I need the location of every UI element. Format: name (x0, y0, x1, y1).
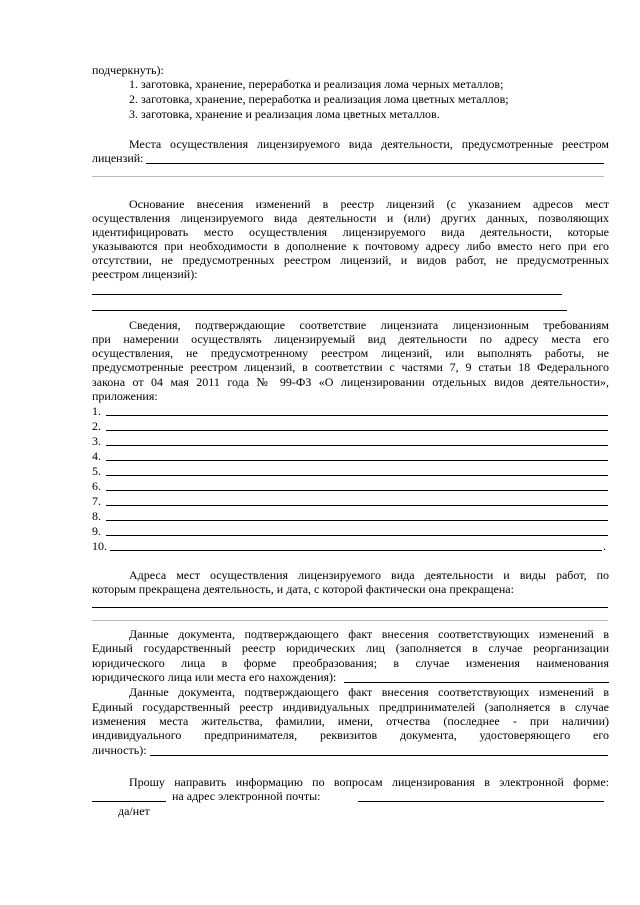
basis-text-1: Основание внесения изменений в реестр лицензий (с указанием адресов мест (129, 197, 609, 211)
activity-option-3: 3. заготовка, хранение и реализация лома цветных металлов. (129, 107, 440, 121)
attachment-input-9[interactable] (106, 535, 608, 536)
attachment-number-3: 3. (92, 434, 101, 448)
activity-option-2: 2. заготовка, хранение, переработка и реализация лома цветных металлов; (129, 92, 509, 106)
attachment-input-1[interactable] (106, 415, 608, 416)
egrul-text-4: юридического лица или места его нахождения): (92, 670, 337, 684)
egrul-text-3: юридического лица в форме преобразования; в случае изменения наименования (92, 656, 609, 670)
basis-text-4: указываются при необходимости в дополнение к почтовому адресу либо вместо него при его (92, 239, 609, 253)
attachment-number-8: 8. (92, 509, 101, 523)
basis-text-5: отсутствии, не предусмотренных реестром лицензий, и видов работ, не предусмотренных (92, 253, 609, 267)
basis-input-line-2[interactable] (92, 310, 567, 311)
evidence-text-5: закона от 04 мая 2011 года № 99-ФЗ «О лицензировании отдельных видов деятельности», (92, 375, 609, 389)
ceased-input-line-1[interactable] (92, 607, 608, 608)
request-yesno-input-line[interactable] (92, 801, 166, 802)
attachment-input-4[interactable] (106, 460, 608, 461)
request-email-input-line[interactable] (358, 801, 604, 802)
evidence-text-3: осуществления, не предусмотренному реестром лицензий, или выполнять работы, не (92, 346, 609, 360)
places-text: Места осуществления лицензируемого вида деятельности, предусмотренные реестром (129, 137, 609, 151)
attachment-number-7: 7. (92, 494, 101, 508)
basis-input-line-1[interactable] (92, 294, 562, 295)
places-input-line[interactable] (146, 163, 604, 164)
attachment-input-10[interactable] (110, 550, 602, 551)
ceased-text-2: которым прекращена деятельность, и дата, с которой фактически она прекращена: (92, 582, 514, 596)
attachment-number-4: 4. (92, 449, 101, 463)
attachment-input-3[interactable] (106, 445, 608, 446)
evidence-text-2: при намерении осуществлять лицензируемый вид деятельности по адресу места его (92, 332, 609, 346)
attachment-input-2[interactable] (106, 430, 608, 431)
activity-option-1: 1. заготовка, хранение, переработка и реализация лома черных металлов; (129, 77, 504, 91)
egrip-text-4: индивидуального предпринимателя, реквизитов документа, удостоверяющего его (92, 728, 609, 742)
places-label: лицензий: (92, 151, 144, 165)
basis-text-2: осуществления лицензируемого вида деятельности и (или) других данных, позволяющих (92, 211, 609, 225)
ceased-input-line-2[interactable] (92, 620, 608, 621)
egrul-input-line[interactable] (344, 682, 609, 683)
attachment-number-5: 5. (92, 464, 101, 478)
egrip-text-5: личность): (92, 743, 147, 757)
egrip-text-3: изменения места жительства, фамилии, имени, отчества (последнее - при наличии) (92, 714, 609, 728)
request-email-label: на адрес электронной почты: (172, 789, 321, 803)
attachment-input-7[interactable] (106, 505, 608, 506)
evidence-text-1: Сведения, подтверждающие соответствие лицензиата лицензионным требованиям (129, 318, 609, 332)
egrip-text-2: Единый государственный реестр индивидуальных предпринимателей (заполняется в случае (92, 700, 609, 714)
basis-text-6: реестром лицензий): (92, 267, 198, 281)
ceased-text-1: Адреса мест осуществления лицензируемого вида деятельности и виды работ, по (129, 568, 609, 582)
attachment-number-6: 6. (92, 479, 101, 493)
egrip-input-line[interactable] (150, 755, 608, 756)
attachment-input-5[interactable] (106, 475, 608, 476)
attachment-input-8[interactable] (106, 520, 608, 521)
egrul-text-1: Данные документа, подтверждающего факт внесения соответствующих изменений в (129, 627, 609, 641)
request-yesno-hint: да/нет (118, 804, 150, 818)
evidence-text-4: предусмотренные реестром лицензий, в соответствии с частями 7, 9 статьи 18 Федерального (92, 360, 609, 374)
attachment-number-2: 2. (92, 419, 101, 433)
attachment-input-6[interactable] (106, 490, 608, 491)
intro-line: подчеркнуть): (92, 63, 164, 77)
evidence-text-6: приложения: (92, 389, 158, 403)
basis-text-3: идентифицировать место осуществления лицензируемого вида деятельности, которые (92, 225, 609, 239)
attachment-number-10: 10. (92, 539, 107, 553)
attachment-number-9: 9. (92, 524, 101, 538)
egrul-text-2: Единый государственный реестр юридических лиц (заполняется в случае реорганизации (92, 641, 609, 655)
request-text-1: Прошу направить информацию по вопросам лицензирования в электронной форме: (129, 775, 609, 789)
attachment-end-mark: . (603, 539, 606, 553)
egrip-text-1: Данные документа, подтверждающего факт внесения соответствующих изменений в (129, 685, 609, 699)
places-input-line-2[interactable] (92, 176, 604, 177)
attachment-number-1: 1. (92, 404, 101, 418)
